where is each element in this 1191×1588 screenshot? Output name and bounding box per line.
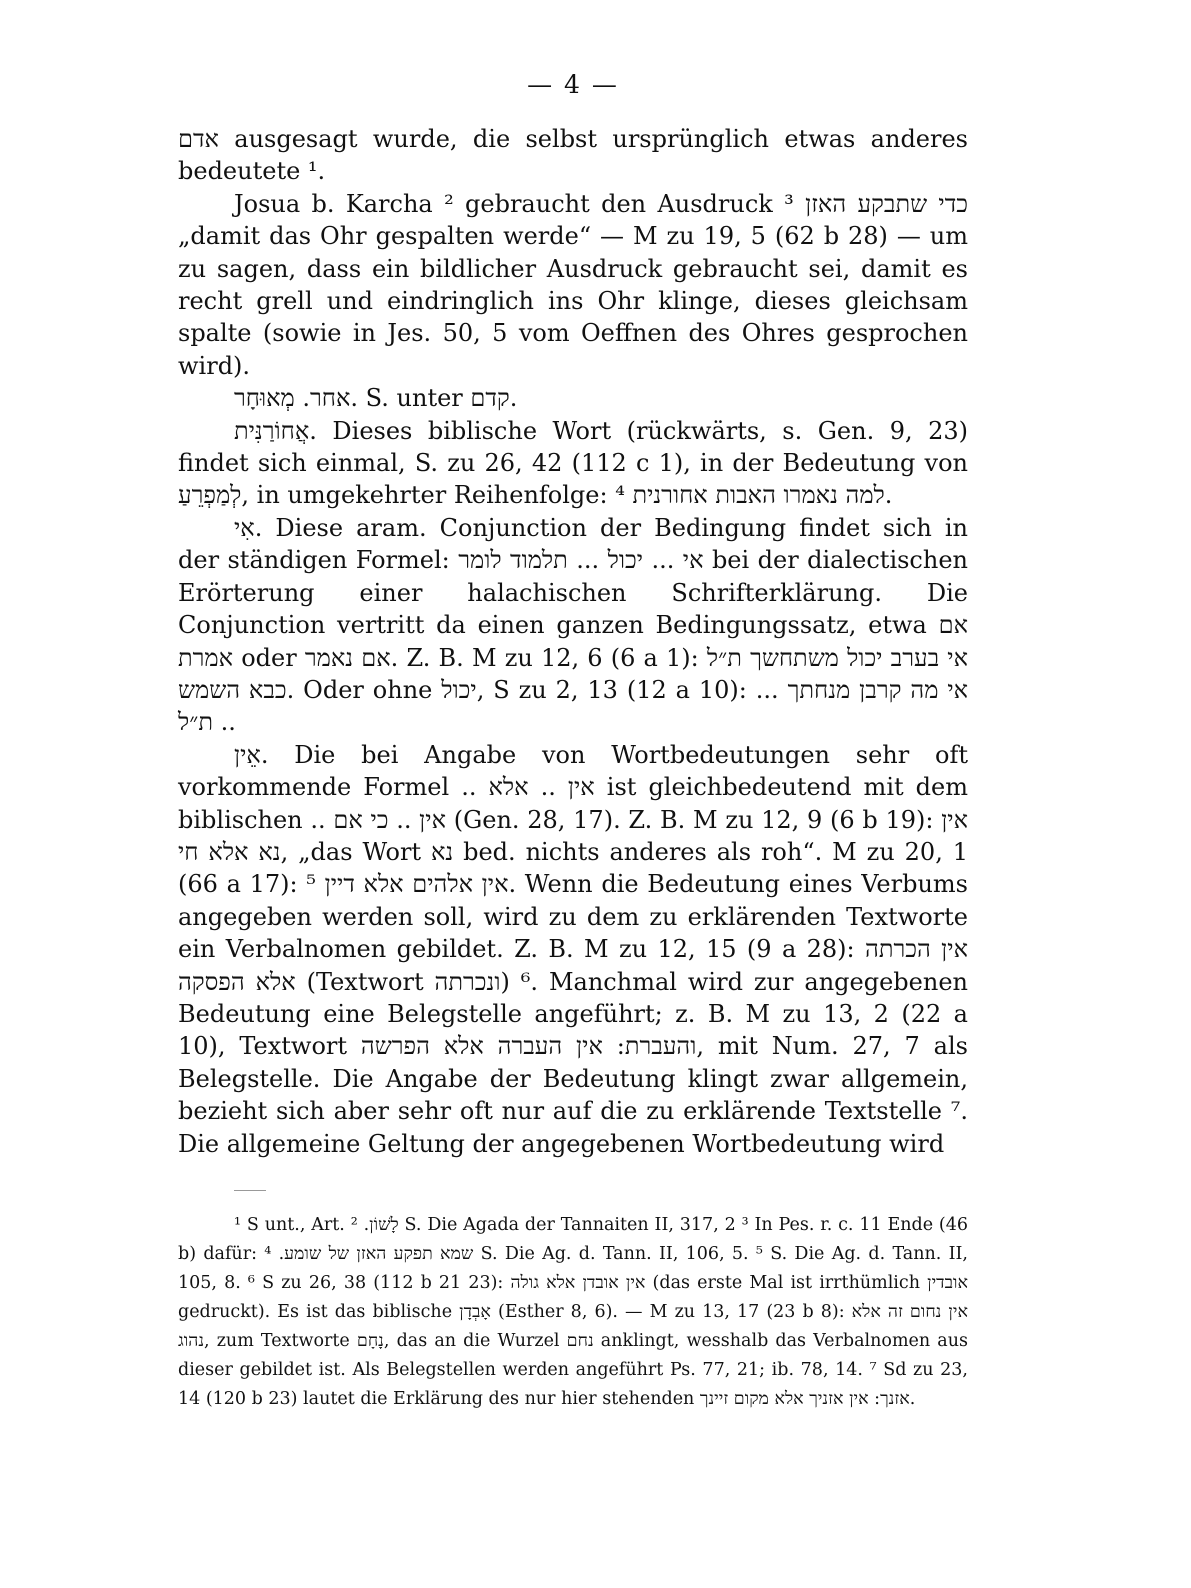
paragraph: אדם ausgesagt wurde, die selbst ursprünglich etwas anderes bedeutete ¹. [178,125,968,186]
footnote-block: ¹ S unt., Art. לָשׁוֹן. ² S. Die Agada der Tannaiten II, 317, 2 ³ In Pes. r. c. 11 Ende (46 b) dafür: שמא תפקע האזן של שומע. ⁴ S. Die Ag. d. Tann. II, 106, 5. ⁵ S. Die Ag. d. Tann. II, 105, 8. ⁶ S zu 26, 38 (112 b 21 23): אין אובדן אלא גולה (das erste Mal ist irrthümlich אובדין gedruckt). Es ist das biblische אָבְדָן (Esther 8, 6). — M zu 13, 17 (23 b 8): אין נחום זה אלא נהוג, zum Textworte נָחָם, das an die Wurzel נחם anklingt, wesshalb das Verbalnomen aus dieser gebildet ist. Als Belegstellen werden angeführt Ps. 77, 21; ib. 78, 14. ⁷ Sd zu 23, 14 (120 b 23) lautet die Erklärung des nur hier stehenden אזנך: אין אזניך אלא מקום זיינך. [178,1215,969,1409]
paragraph: אֵין. Die bei Angabe von Wortbedeutungen sehr oft vorkommende Formel .. אין .. אלא ist gleichbedeutend mit dem biblischen .. אין .. כי אם (Gen. 28, 17). Z. B. M zu 12, 9 (6 b 19): אין נא אלא חי, „das Wort נא bed. nichts anderes als roh“. M zu 20, 1 (66 a 17): ⁵ אין אלהים אלא דיין. Wenn die Bedeutung eines Verbums angegeben werden soll, wird zu dem zu erklärenden Textworte ein Verbalnomen gebildet. Z. B. M zu 12, 15 (9 a 28): אין הכרתה אלא הפסקה (Textwort ונכרתה) ⁶. Manchmal wird zur angegebenen Bedeutung eine Belegstelle angeführt; z. B. M zu 13, 2 (22 a 10), Textwort והעברת: אין העברה אלא הפרשה, mit Num. 27, 7 als Belegstelle. Die Angabe der Bedeutung klingt zwar allgemein, bezieht sich aber sehr oft nur auf die zu erklärende Textstelle ⁷. Die allgemeine Geltung der angegebenen Wortbedeutung wird [178,740,969,1158]
body-text [178,123,968,1160]
footnotes [178,1211,968,1414]
paragraph: אֲחוֹרַנִּית. Dieses biblische Wort (rückwärts, s. Gen. 9, 23) findet sich einmal, S. zu 26, 42 (112 c 1), in der Bedeutung von לְמַפְרֵעַ, in umgekehrter Reihenfolge: ⁴ למה נאמרו האבות אחורנית. [178,416,968,510]
page [178,70,968,1414]
footnote-separator [234,1190,266,1191]
paragraph: אחר. מְאוּחָר. S. unter קדם. [234,384,518,413]
page-number: — 4 — [527,70,619,99]
paragraph: Josua b. Karcha ² gebraucht den Ausdruck ³ כדי שתבקע האזן „damit das Ohr gespalten werde“ — M zu 19, 5 (62 b 28) — um zu sagen, dass ein bildlicher Ausdruck gebraucht sei, damit es recht grell und eindringlich ins Ohr klinge, dieses gleichsam spalte (sowie in Jes. 50, 5 vom Oeffnen des Ohres gesprochen wird). [178,189,969,380]
paragraph: אִי. Diese aram. Conjunction der Bedingung findet sich in der ständigen Formel: אי ... יכול ... תלמוד לומר bei der dialectischen Erörterung einer halachischen Schrifterklärung. Die Conjunction vertritt da einen ganzen Bedingungssatz, etwa אם אמרת oder אם נאמר. Z. B. M zu 12, 6 (6 a 1): אי בערב יכול משתחשך ת״ל כבא השמש. Oder ohne יכול, S zu 2, 13 (12 a 10): אי מה קרבן מנחתך ... ת״ל .. [178,513,969,737]
